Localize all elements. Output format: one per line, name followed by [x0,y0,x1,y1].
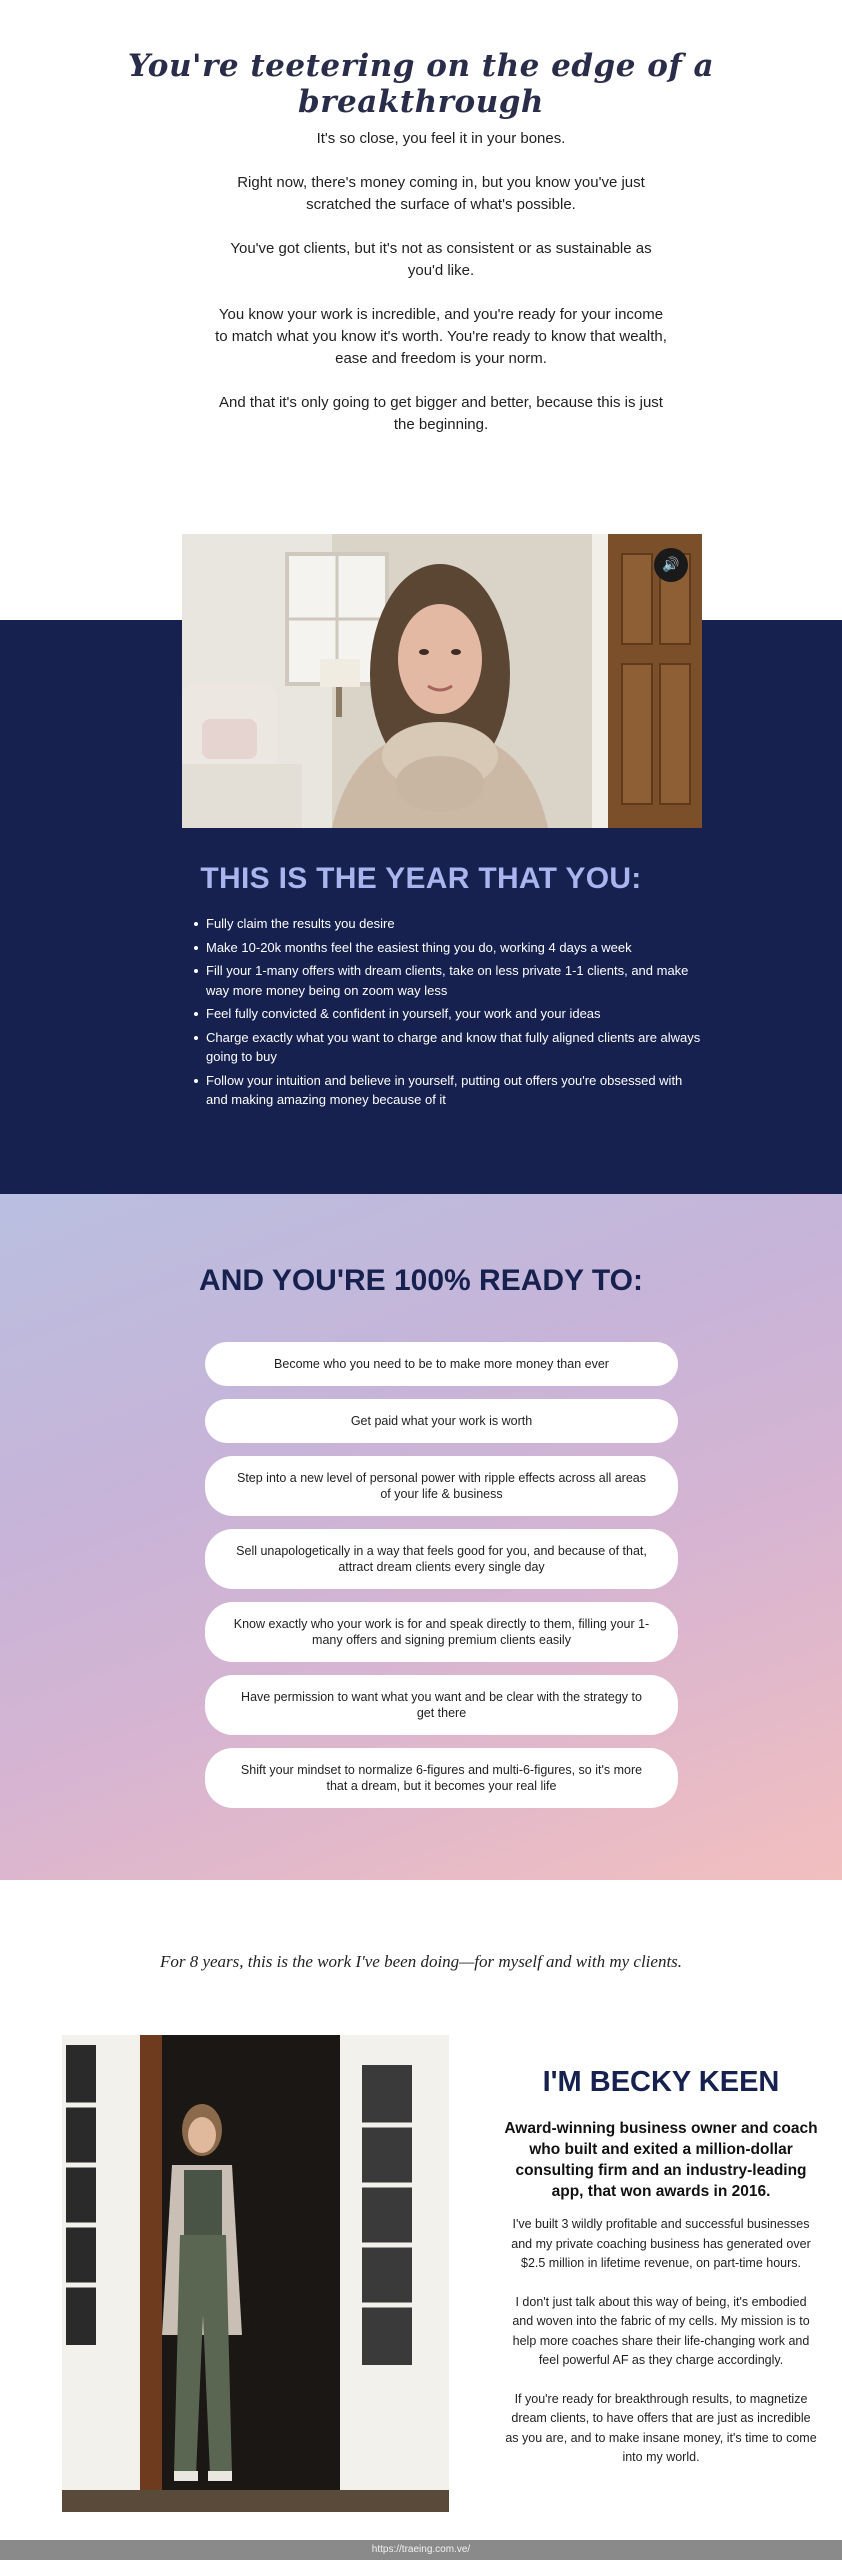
speaker-icon[interactable]: 🔊 [654,548,688,582]
list-item: Charge exactly what you want to charge and know that fully aligned clients are always going to buy [196,1028,706,1067]
becky-subtitle: Award-winning business owner and coach who built and exited a million-dollar consulting firm and an industry-leading app, that won awards in 2016. [504,2120,818,2200]
ready-pill: Have permission to want what you want and be clear with the strategy to get there [205,1675,678,1735]
becky-paragraph: If you're ready for breakthrough results, to magnetize dream clients, to have offers that are just as incredible as you are, and to make insane money, it's time to come into my world. [505,2391,817,2464]
status-bar [0,2540,842,2560]
ready-section [0,1194,842,1880]
intro-paragraph: You know your work is incredible, and you're ready for your income to match what you know it's worth. You're ready to know that wealth, ease and freedom is your norm. [215,306,667,367]
video-frame [182,534,702,828]
ready-pill: Get paid what your work is worth [205,1399,678,1443]
ready-pill: Shift your mindset to normalize 6-figures and multi-6-figures, so it's more that a dream, but it becomes your real life [205,1748,678,1808]
photo-image [62,2035,449,2512]
script-title: You're teetering on the edge of a breakthrough [127,48,715,120]
becky-title: I'M BECKY KEEN [542,2066,780,2098]
ready-pill: Step into a new level of personal power with ripple effects across all areas of your life & business [205,1456,678,1516]
list-item: Fully claim the results you desire [196,914,706,934]
list-item: Fill your 1-many offers with dream clients, take on less private 1-1 clients, and make way more money being on zoom way less [196,961,706,1000]
intro-paragraph: It's so close, you feel it in your bones. [316,130,566,147]
ready-title: AND YOU'RE 100% READY TO: [199,1264,643,1297]
ready-pill: Sell unapologetically in a way that feels good for you, and because of that, attract dream clients every single day [205,1529,678,1589]
becky-paragraphs [504,2215,818,2487]
list-item: Feel fully convicted & confident in yourself, your work and your ideas [196,1004,706,1024]
intro-paragraph: You've got clients, but it's not as consistent or as sustainable as you'd like. [230,240,652,279]
becky-photo [62,2035,449,2512]
ready-pill: Become who you need to be to make more money than ever [205,1342,678,1386]
intro-paragraph: Right now, there's money coming in, but you know you've just scratched the surface of what's possible. [237,174,645,213]
ready-pill: Know exactly who your work is for and speak directly to them, filling your 1-many offers and signing premium clients easily [205,1602,678,1662]
intro-paragraph: And that it's only going to get bigger and better, because this is just the beginning. [219,394,663,433]
intro-section [0,0,842,620]
becky-paragraph: I've built 3 wildly profitable and successful businesses and my private coaching business has generated over $2.5 million in lifetime revenue, on part-time hours. [511,2217,811,2270]
intro-paragraphs [211,128,671,458]
list-item: Follow your intuition and believe in yourself, putting out offers you're obsessed with and making amazing money because of it [196,1071,706,1110]
list-item: Make 10-20k months feel the easiest thing you do, working 4 days a week [196,938,706,958]
year-title: THIS IS THE YEAR THAT YOU: [200,862,642,895]
year-list [196,914,706,1114]
becky-paragraph: I don't just talk about this way of being, it's embodied and woven into the fabric of my cells. My mission is to help more coaches share their life-changing work and feel powerful AF as they charge accordingly. [512,2294,810,2367]
video-player[interactable] [182,534,702,828]
status-url: https://traeing.com.ve/ [371,2544,471,2555]
years-line: For 8 years, this is the work I've been doing—for myself and with my clients. [159,1952,683,1971]
